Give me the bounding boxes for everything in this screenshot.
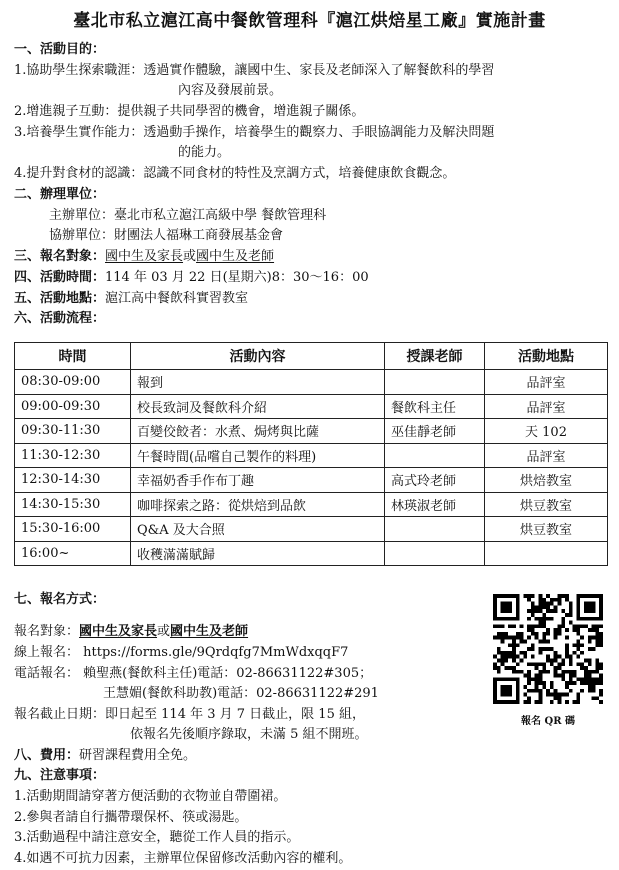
purpose-item-3-cont: 的能力。 [178,145,231,160]
qr-code [493,594,603,704]
cell-activity: 報到 [131,370,385,395]
signup-target: 報名對象：國中生及家長或國中生及老師 [14,624,249,639]
purpose-item-1: 1.協助學生探索職涯：透過實作體驗，讓國中生、家長及老師深入了解餐飲科的學習 [14,63,495,78]
cell-time: 12:30-14:30 [15,468,131,493]
table-row [15,468,608,493]
table-row [15,541,608,566]
table-row [15,394,608,419]
signup-deadline: 報名截止日期：即日起至 114 年 3 月 7 日截止，限 15 組， [14,707,365,722]
section-7-heading: 七、報名方式： [14,592,106,607]
cell-activity: 咖啡探索之路：從烘焙到品飲 [131,492,385,517]
signup-online: 線上報名： https://forms.gle/9Qrdqfg7MmWdxqqF7 [14,645,349,660]
purpose-item-3: 3.培養學生實作能力：透過動手操作，培養學生的觀察力、手眼協調能力及解決問題 [14,125,495,140]
cell-teacher: 林瑛淑老師 [385,492,485,517]
signup-form-link[interactable]: https://forms.gle/9Qrdqfg7MmWdxqqF7 [83,645,349,660]
header-teacher: 授課老師 [385,343,485,370]
table-row [15,370,608,395]
cell-activity: 百變佼餃者：水煮、焗烤與比薩 [131,419,385,444]
cell-location: 烘焙教室 [485,468,608,493]
section-5: 五、活動地點：滬江高中餐飲科實習教室 [14,291,249,306]
table-row [15,443,608,468]
signup-phone-2: 王慧媚(餐飲科助教)電話：02-86631122#291 [103,686,379,701]
cell-teacher: 巫佳靜老師 [385,419,485,444]
section-8: 八、費用：研習課程費用全免。 [14,748,197,763]
notice-item: 4.如遇不可抗力因素，主辦單位保留修改活動內容的權利。 [14,851,352,866]
cell-activity: 幸福奶香手作布丁趣 [131,468,385,493]
notice-item: 2.參與者請自行攜帶環保杯、筷或湯匙。 [14,810,248,825]
cell-teacher [385,443,485,468]
section-4: 四、活動時間：114 年 03 月 22 日(星期六)8：30～16：00 [14,270,369,285]
cohost-unit: 協辦單位：財團法人福琳工商發展基金會 [49,228,284,243]
cell-time: 11:30-12:30 [15,443,131,468]
table-row [15,517,608,542]
cell-location: 烘豆教室 [485,492,608,517]
section-6-heading: 六、活動流程： [14,311,106,326]
purpose-item-4: 4.提升對食材的認識：認識不同食材的特性及烹調方式，培養健康飲食觀念。 [14,166,456,181]
cell-location: 烘豆教室 [485,517,608,542]
cell-teacher: 餐飲科主任 [385,394,485,419]
table-row [15,492,608,517]
cell-teacher [385,541,485,566]
table-header-row [15,343,608,370]
cell-location [485,541,608,566]
cell-time: 14:30-15:30 [15,492,131,517]
cell-location: 天 102 [485,419,608,444]
cell-location: 品評室 [485,370,608,395]
signup-phone-1: 電話報名： 賴聖燕(餐飲科主任)電話：02-86631122#305； [14,666,373,681]
page-title: 臺北市私立滬江高中餐飲管理科『滬江烘焙星工廠』實施計畫 [73,11,546,31]
cell-activity: 校長致詞及餐飲科介紹 [131,394,385,419]
purpose-item-1-cont: 內容及發展前景。 [178,83,283,98]
table-row [15,419,608,444]
header-location: 活動地點 [485,343,608,370]
cell-time: 08:30-09:00 [15,370,131,395]
notice-item: 3.活動過程中請注意安全，聽從工作人員的指示。 [14,830,300,845]
cell-teacher [385,517,485,542]
cell-teacher: 高式玲老師 [385,468,485,493]
signup-deadline-cont: 依報名先後順序錄取，未滿 5 組不開班。 [130,727,368,742]
header-time: 時間 [15,343,131,370]
cell-time: 15:30-16:00 [15,517,131,542]
cell-teacher [385,370,485,395]
cell-time: 09:00-09:30 [15,394,131,419]
section-3: 三、報名對象：國中生及家長或國中生及老師 [14,249,275,264]
host-unit: 主辦單位：臺北市私立滬江高級中學 餐飲管理科 [49,208,327,223]
section-2-heading: 二、辦理單位： [14,187,106,202]
cell-time: 09:30-11:30 [15,419,131,444]
qr-caption: 報名 QR 碼 [521,716,575,727]
header-activity: 活動內容 [131,343,385,370]
cell-location: 品評室 [485,443,608,468]
cell-activity: Q&A 及大合照 [131,517,385,542]
cell-activity: 收穫滿滿賦歸 [131,541,385,566]
section-9-heading: 九、注意事項： [14,768,106,783]
cell-time: 16:00~ [15,541,131,566]
schedule-table [14,342,608,566]
notice-item: 1.活動期間請穿著方便活動的衣物並自帶圍裙。 [14,789,287,804]
purpose-item-2: 2.增進親子互動：提供親子共同學習的機會，增進親子關係。 [14,104,365,119]
cell-location: 品評室 [485,394,608,419]
section-1-heading: 一、活動目的： [14,42,106,57]
cell-activity: 午餐時間(品嚐自己製作的料理) [131,443,385,468]
